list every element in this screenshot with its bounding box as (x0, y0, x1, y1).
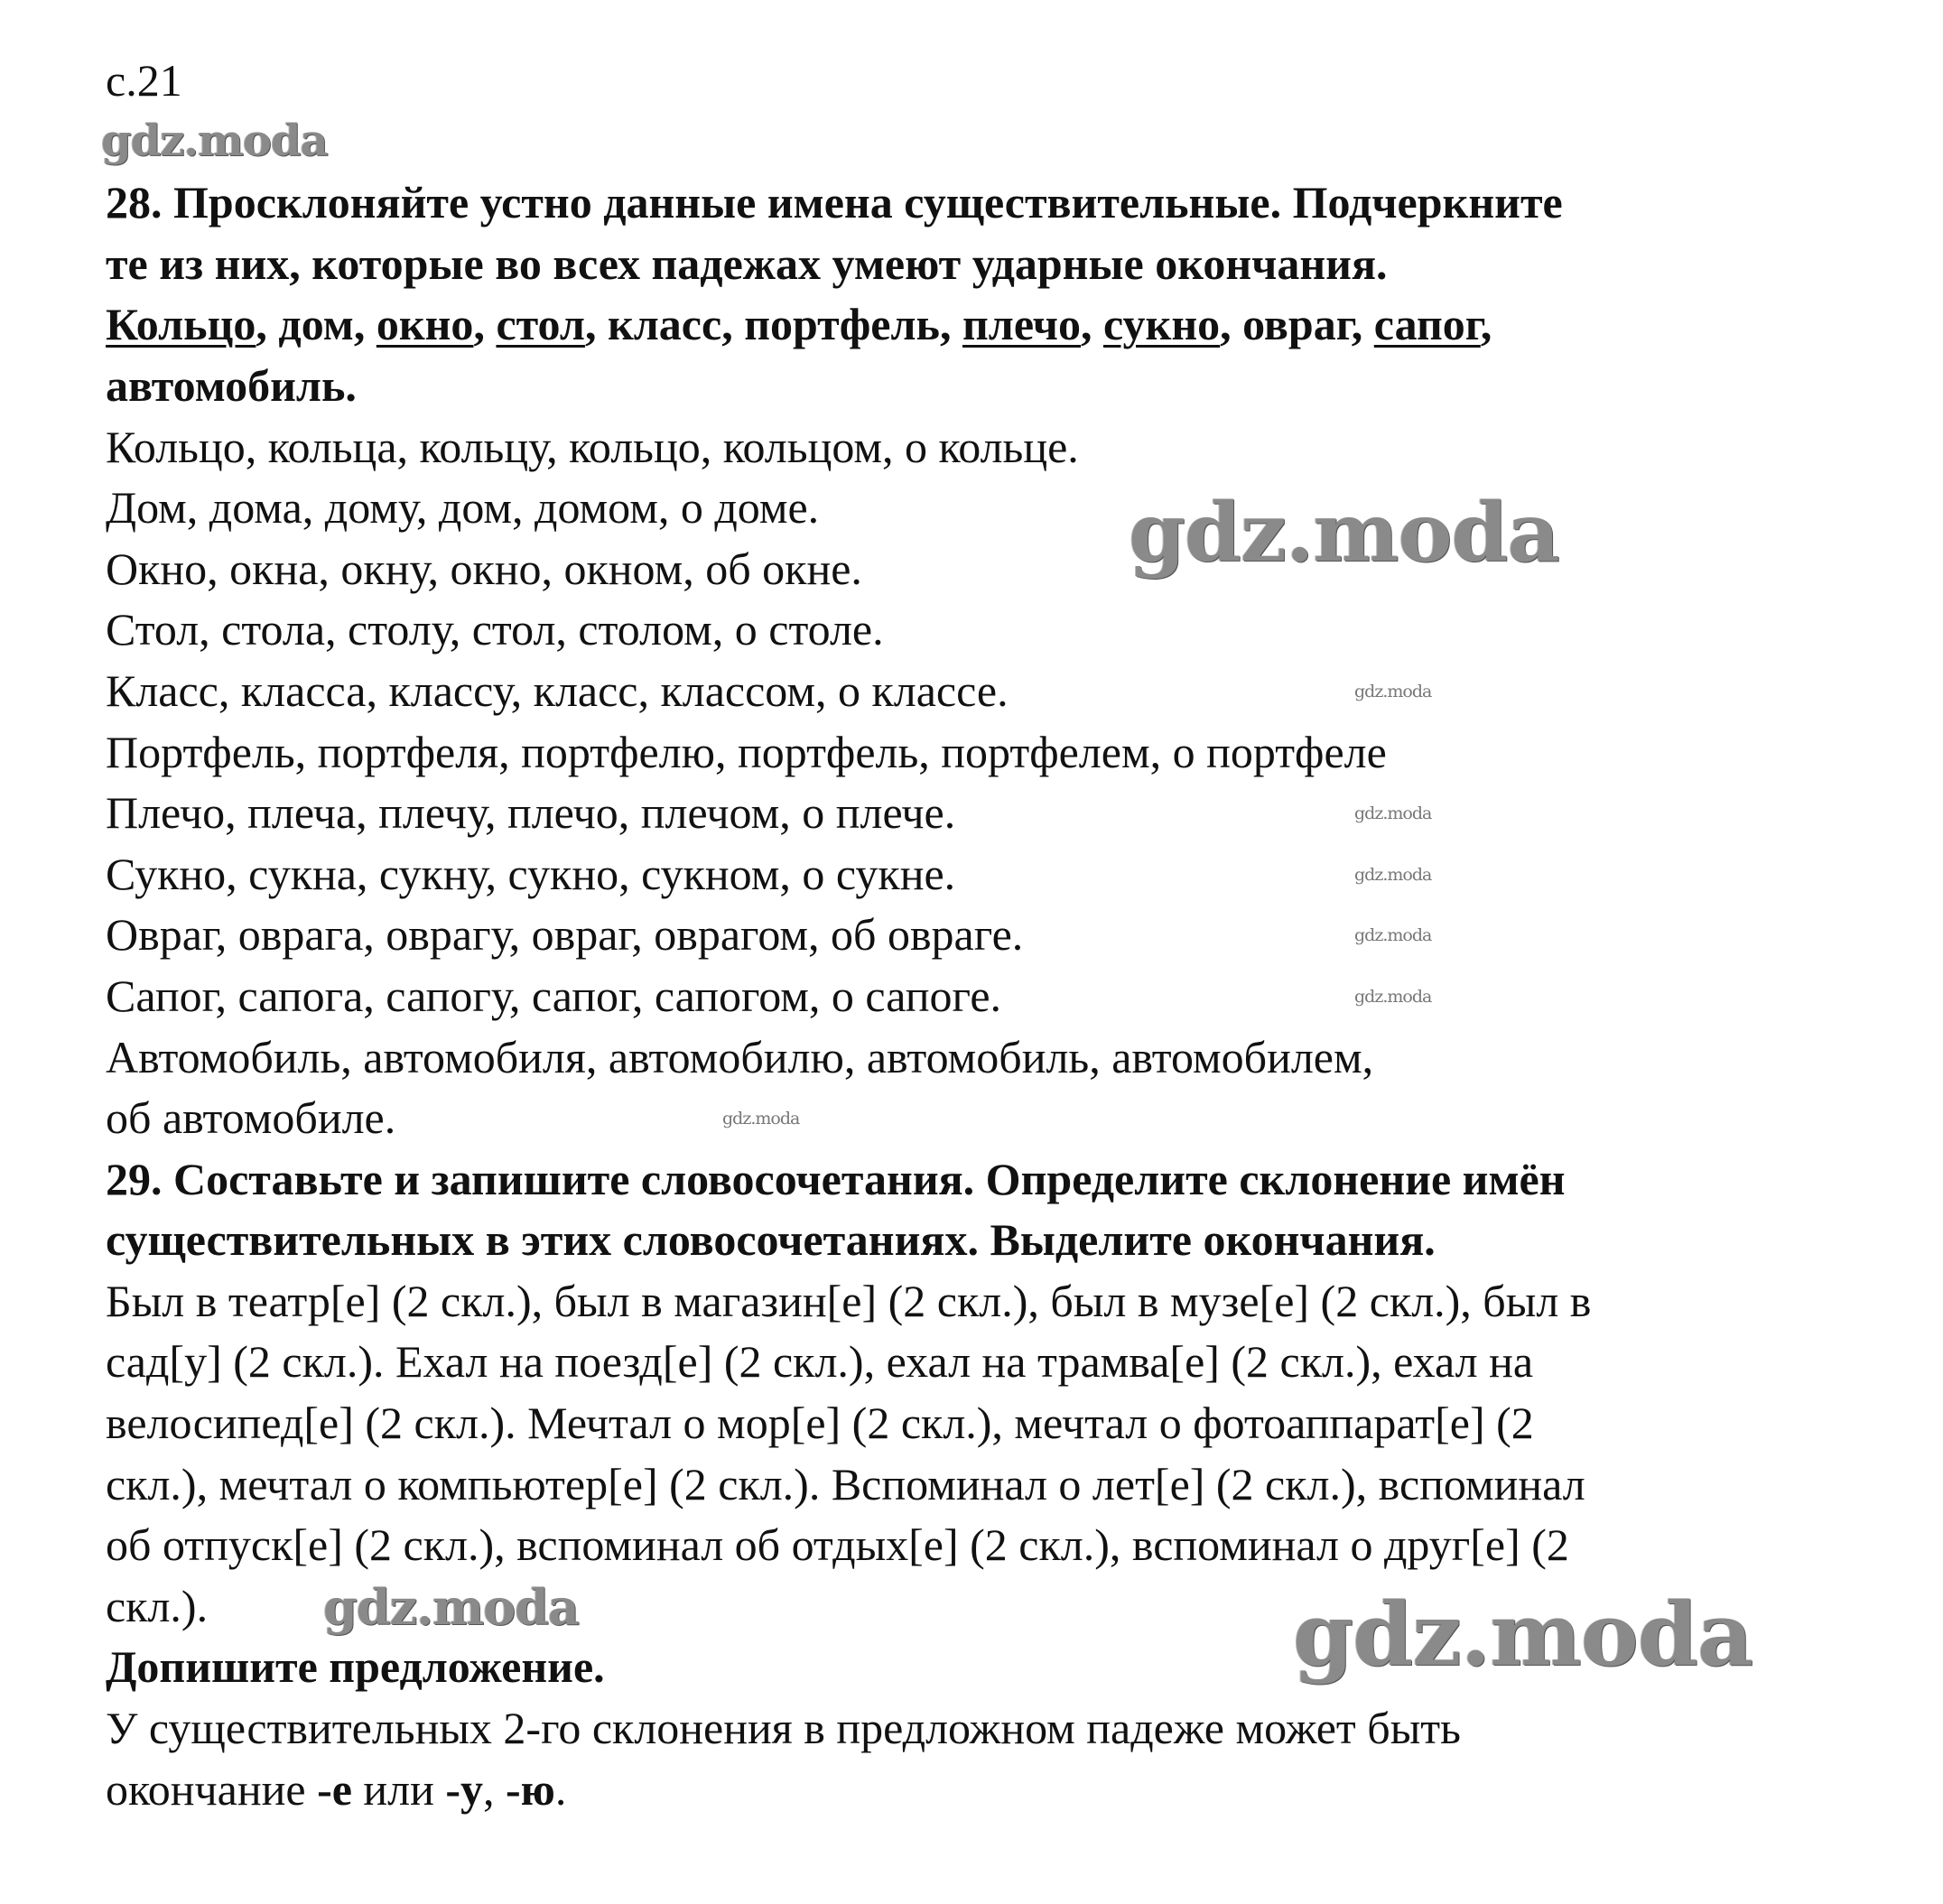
conclusion-line-2 (106, 1760, 1902, 1821)
ending-highlight: -у (445, 1763, 484, 1815)
watermark-small: gdz.moda (1354, 925, 1432, 945)
declension-avtomobil-end: об автомобиле. (106, 1092, 396, 1144)
separator: , (584, 299, 608, 350)
watermark-slot (106, 112, 1902, 173)
separator: , (1081, 299, 1103, 350)
subtask-title: Допишите предложение. (106, 1641, 605, 1693)
noun-word-underlined: плечо (962, 299, 1081, 350)
task28-word-list-end: автомобиль. (106, 359, 357, 411)
document-page (106, 51, 1902, 1820)
conclusion-text: , (483, 1763, 507, 1815)
watermark-logo: gdz.moda (101, 116, 328, 166)
declension-plecho: Плечо, плеча, плечу, плечо, плечом, о плече. (106, 787, 956, 839)
separator: , (1220, 299, 1243, 350)
watermark-logo: gdz.moda (1129, 485, 1559, 580)
noun-word: овраг (1242, 299, 1352, 350)
declension-koltso: Кольцо, кольца, кольцу, кольцо, кольцом, о кольце. (106, 421, 1079, 472)
noun-word-underlined: сапог (1373, 299, 1481, 350)
watermark-small: gdz.moda (722, 1109, 800, 1128)
separator: , (939, 299, 962, 350)
watermark-small: gdz.moda (1354, 682, 1432, 701)
task29-answer-line: Был в театр[е] (2 скл.), был в магазин[е] (2 скл.), был в музе[е] (2 скл.), был в (106, 1275, 1592, 1326)
separator: , (1351, 299, 1374, 350)
separator: , (473, 299, 497, 350)
task28-title-line-1: 28. Просклоняйте устно данные имена существительные. Подчеркните (106, 177, 1563, 228)
separator: , (256, 299, 279, 350)
task29-answer-line: сад[у] (2 скл.). Ехал на поезд[е] (2 скл.), ехал на трамва[е] (2 скл.), ехал на (106, 1336, 1534, 1388)
ending-highlight: -ю (506, 1763, 555, 1815)
declension-sapog: Сапог, сапога, сапогу, сапог, сапогом, о сапоге. (106, 970, 1002, 1021)
task29-answer-line: велосипед[е] (2 скл.). Мечтал о мор[е] (2 скл.), мечтал о фотоаппарат[е] (2 (106, 1398, 1534, 1449)
separator: , (721, 299, 745, 350)
conclusion-line-1: У существительных 2-го склонения в предложном падеже может быть (106, 1703, 1461, 1754)
declension-ovrag: Овраг, оврага, оврагу, овраг, оврагом, об овраге. (106, 909, 1024, 961)
noun-word: класс (607, 299, 722, 350)
separator: , (1480, 299, 1492, 350)
separator: , (353, 299, 377, 350)
noun-word: дом (278, 299, 354, 350)
noun-word: портфель (744, 299, 940, 350)
noun-word-underlined: окно (376, 299, 474, 350)
task29-title-line-2: существительных в этих словосочетаниях. Выделите окончания. (106, 1214, 1436, 1266)
watermark-small: gdz.moda (1354, 987, 1432, 1007)
noun-word-underlined: стол (496, 299, 585, 350)
declension-okno: Окно, окна, окну, окно, окном, об окне. (106, 543, 862, 594)
conclusion-text: окончание (106, 1763, 318, 1815)
watermark-logo: gdz.moda (1293, 1584, 1753, 1686)
task29-title-line-1: 29. Составьте и запишите словосочетания. Определите склонение имён (106, 1153, 1566, 1204)
task28-title-line-2: те из них, которые во всех падежах умеют ударные окончания. (106, 237, 1388, 289)
conclusion-text: . (554, 1763, 567, 1815)
watermark-logo: gdz.moda (323, 1578, 579, 1636)
task29-answer-line: об отпуск[е] (2 скл.), вспоминал об отдых[е] (2 скл.), вспоминал о друг[е] (2 (106, 1519, 1569, 1571)
declension-portfel: Портфель, портфеля, портфелю, портфель, портфелем, о портфеле (106, 726, 1387, 777)
page-number: с.21 (106, 55, 182, 106)
conclusion-text: или (351, 1763, 446, 1815)
watermark-small: gdz.moda (1354, 803, 1432, 823)
watermark-small: gdz.moda (1354, 865, 1432, 885)
task28-word-list (106, 294, 1902, 356)
declension-klass: Класс, класса, классу, класс, классом, о классе. (106, 664, 1009, 716)
noun-word-underlined: сукно (1103, 299, 1221, 350)
noun-word-underlined: Кольцо (106, 299, 256, 350)
declension-sukno: Сукно, сукна, сукну, сукно, сукном, о сукне. (106, 848, 956, 899)
declension-avtomobil: Автомобиль, автомобиля, автомобилю, автомобиль, автомобилем, (106, 1031, 1374, 1082)
task29-answer-line: скл.), мечтал о компьютер[е] (2 скл.). Вспоминал о лет[е] (2 скл.), вспоминал (106, 1458, 1585, 1509)
declension-dom: Дом, дома, дому, дом, домом, о доме. (106, 482, 820, 534)
ending-highlight: -е (317, 1763, 352, 1815)
declension-stol: Стол, стола, столу, стол, столом, о столе. (106, 604, 884, 655)
task29-answer-line: скл.). (106, 1580, 209, 1631)
